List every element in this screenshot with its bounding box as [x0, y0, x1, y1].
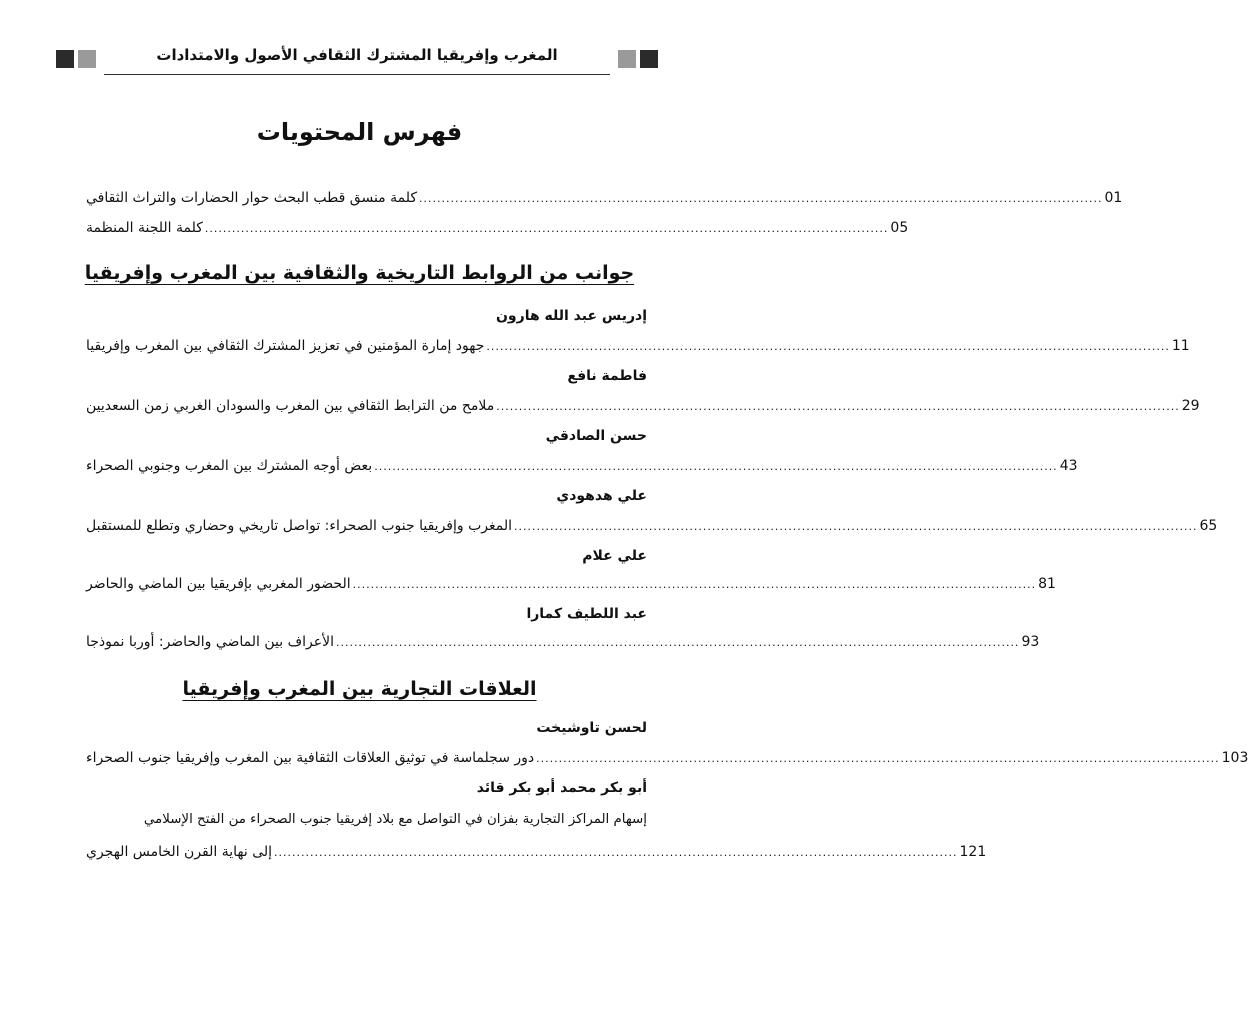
toc-entry-title: الحضور المغربي بإفريقيا بين الماضي والحاضر	[86, 576, 351, 592]
toc-entry-page: 65	[1199, 518, 1218, 534]
toc-entry[interactable]	[86, 634, 1040, 656]
toc-author: إدريس عبد الله هارون	[495, 308, 647, 324]
section-title-2: العلاقات التجارية بين المغرب وإفريقيا	[182, 678, 537, 700]
toc-author: حسن الصادقي	[545, 428, 647, 444]
toc-entry-page: 05	[890, 220, 909, 236]
leader-dots: ........................................................................................................................................................	[352, 578, 1037, 591]
toc-entry-page: 93	[1021, 634, 1040, 650]
header-square-dark-right	[640, 50, 658, 68]
toc-entry-page: 43	[1059, 458, 1078, 474]
toc-author: أبو بكر محمد أبو بكر قائد	[476, 780, 647, 796]
header-title: المغرب وإفريقيا المشترك الثقافي الأصول والامتدادات	[156, 46, 558, 64]
leader-dots: ........................................................................................................................................................	[536, 752, 1220, 765]
toc-author: لحسن تاوشيخت	[536, 720, 647, 736]
leader-dots: ........................................................................................................................................................	[514, 520, 1198, 533]
toc-entry-title: الأعراف بين الماضي والحاضر: أوربا نموذجا	[86, 634, 334, 650]
header-rule	[104, 74, 610, 75]
toc-entry-title: ملامح من الترابط الثقافي بين المغرب والسودان الغربي زمن السعديين	[86, 398, 495, 414]
page-title: فهرس المحتويات	[256, 118, 463, 146]
leader-dots: ........................................................................................................................................................	[274, 846, 958, 859]
header-square-dark-left	[56, 50, 74, 68]
toc-author: فاطمة نافع	[567, 368, 647, 384]
toc-author: عبد اللطيف كمارا	[526, 606, 647, 622]
toc-entry-intro-1[interactable]	[86, 190, 1123, 212]
toc-entry-title: كلمة منسق قطب البحث حوار الحضارات والتراث الثقافي	[86, 190, 418, 206]
leader-dots: ........................................................................................................................................................	[374, 460, 1058, 473]
toc-author: علي علام	[582, 548, 647, 564]
toc-entry-intro-2[interactable]	[86, 220, 909, 242]
toc-entry[interactable]	[86, 338, 1190, 360]
toc-entry[interactable]	[86, 398, 1200, 420]
running-header	[56, 44, 658, 74]
toc-entry-title: كلمة اللجنة المنظمة	[86, 220, 203, 236]
toc-entry-page: 121	[959, 844, 987, 860]
toc-entry-title: جهود إمارة المؤمنين في تعزيز المشترك الثقافي بين المغرب وإفريقيا	[86, 338, 485, 354]
toc-entry[interactable]	[86, 576, 1056, 598]
header-square-light-right	[618, 50, 636, 68]
toc-entry-title-line2: إلى نهاية القرن الخامس الهجري	[86, 844, 273, 860]
toc-entry-title: دور سجلماسة في توثيق العلاقات الثقافية بين المغرب وإفريقيا جنوب الصحراء	[86, 750, 535, 766]
toc-entry-page: 103	[1221, 750, 1248, 766]
toc-entry-title-line1[interactable]: إسهام المراكز التجارية بفزان في التواصل مع بلاد إفريقيا جنوب الصحراء من الفتح الإسلامي	[143, 812, 647, 827]
section-title-1: جوانب من الروابط التاريخية والثقافية بين المغرب وإفريقيا	[84, 262, 635, 284]
toc-entry-page: 81	[1038, 576, 1056, 592]
leader-dots: ........................................................................................................................................................	[419, 192, 1103, 205]
leader-dots: ........................................................................................................................................................	[204, 222, 889, 235]
toc-author: علي هدهودي	[556, 488, 647, 504]
toc-entry[interactable]	[86, 750, 1248, 772]
toc-entry[interactable]	[86, 518, 1218, 540]
toc-entry[interactable]	[86, 844, 987, 866]
leader-dots: ........................................................................................................................................................	[486, 340, 1170, 353]
leader-dots: ........................................................................................................................................................	[496, 400, 1180, 413]
leader-dots: ........................................................................................................................................................	[335, 636, 1020, 649]
toc-entry[interactable]	[86, 458, 1078, 480]
toc-entry-page: 01	[1104, 190, 1123, 206]
toc-entry-title: المغرب وإفريقيا جنوب الصحراء: تواصل تاريخي وحضاري وتطلع للمستقبل	[86, 518, 513, 534]
header-square-light-left	[78, 50, 96, 68]
toc-entry-page: 29	[1181, 398, 1200, 414]
toc-entry-title: بعض أوجه المشترك بين المغرب وجنوبي الصحراء	[86, 458, 373, 474]
toc-entry-page: 11	[1171, 338, 1190, 354]
